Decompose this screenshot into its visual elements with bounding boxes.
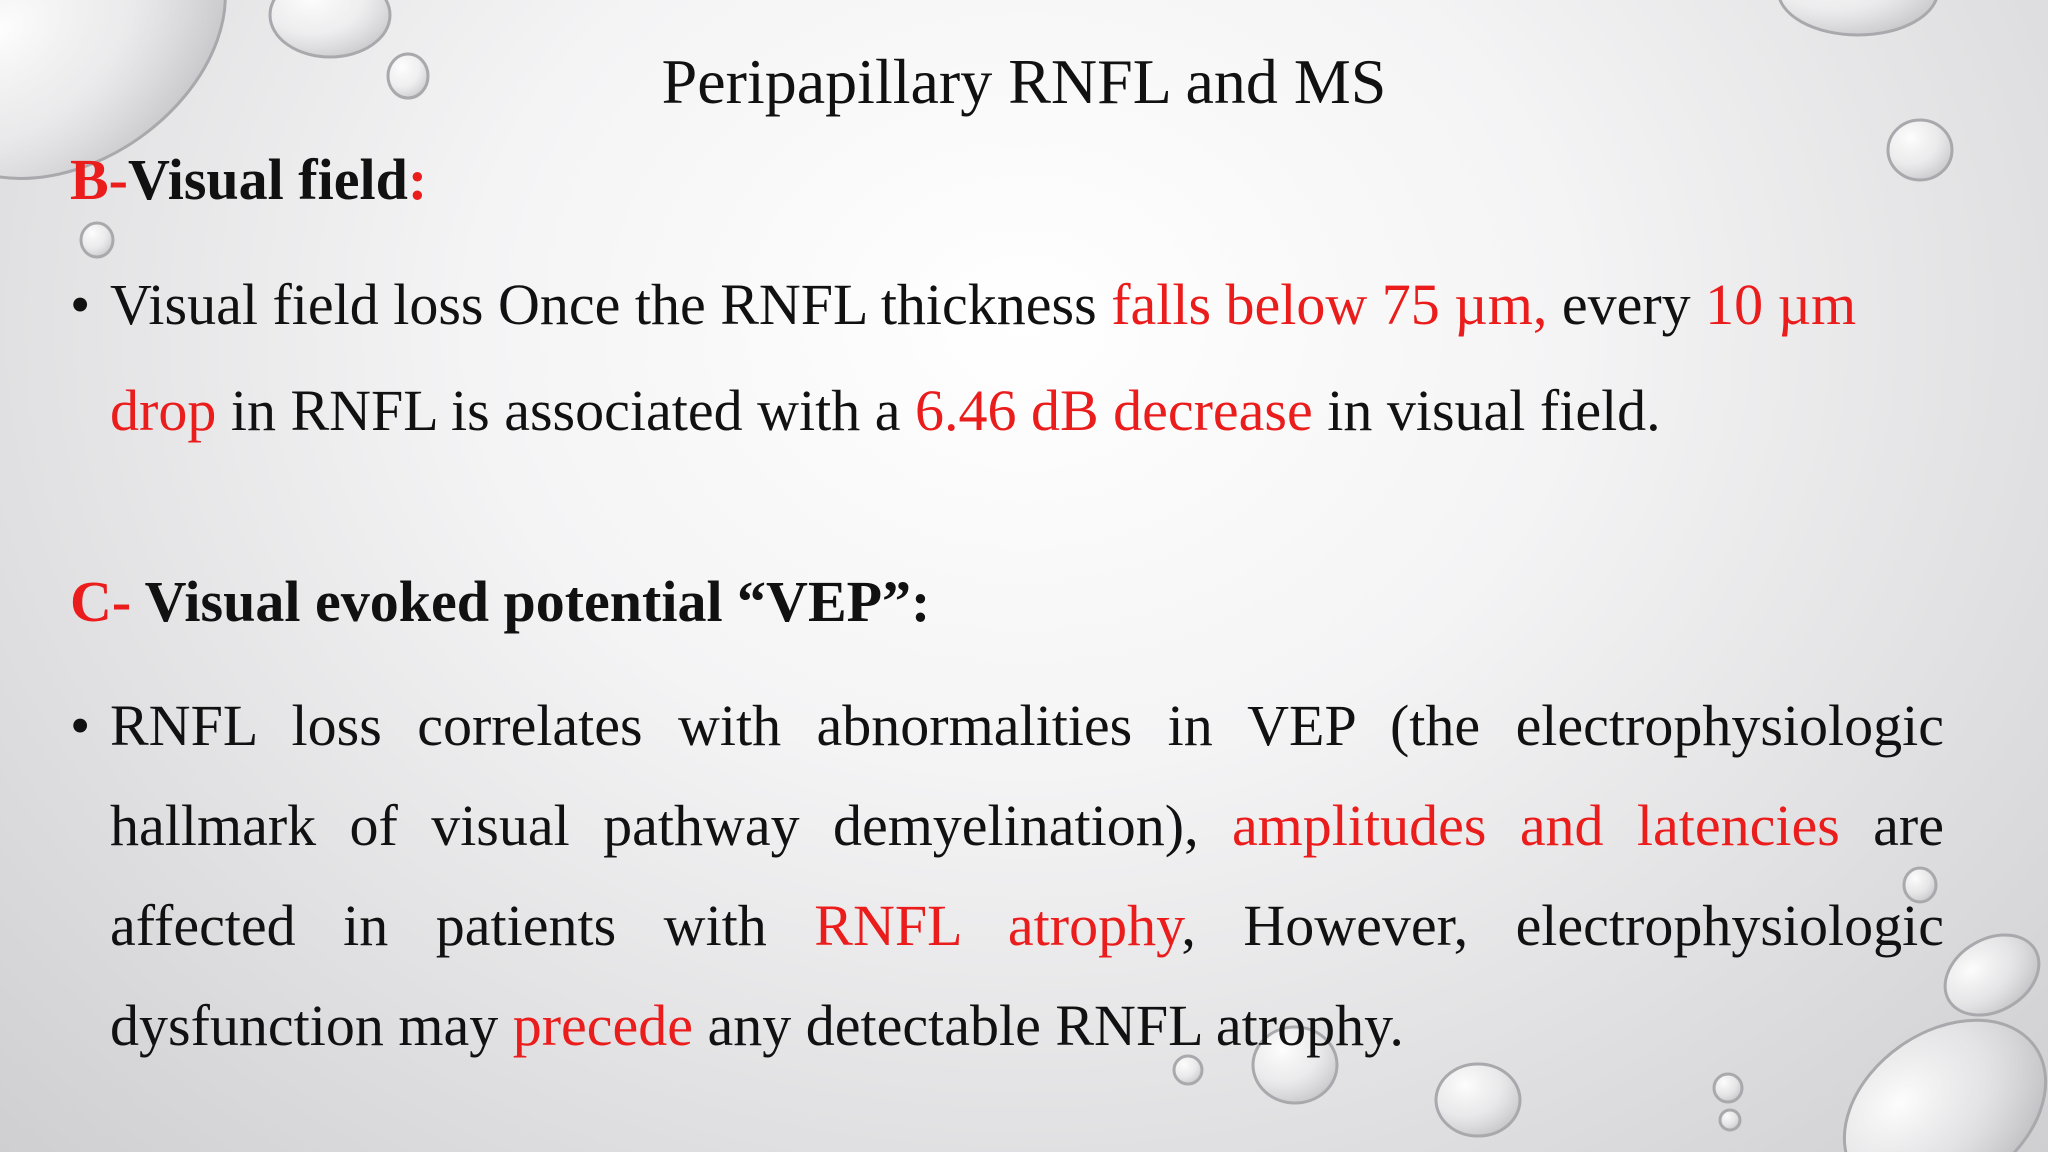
highlight-text: precede [512, 993, 694, 1058]
highlight-text: amplitudes and latencies [1231, 793, 1840, 858]
section-b-bullet [70, 252, 1944, 464]
bullet-icon: • [70, 693, 91, 758]
droplet [1714, 1074, 1742, 1102]
bullet-icon: • [70, 272, 91, 337]
bullet-text: Visual field loss Once the RNFL thickness [110, 272, 1112, 337]
droplet [1931, 919, 2048, 1031]
section-b-heading [70, 140, 427, 220]
bullet-text: in visual field. [1312, 378, 1661, 443]
section-b-prefix: B- [70, 147, 128, 212]
slide-title: Peripapillary RNFL and MS [661, 46, 1387, 117]
bullet-text: every [1547, 272, 1706, 337]
section-c-bullet [70, 676, 1944, 1076]
bullet-text: are affected in patients with [110, 793, 1944, 958]
highlight-text: RNFL atrophy [814, 893, 1182, 958]
droplet [1888, 120, 1952, 180]
highlight-text: 6.46 dB decrease [914, 378, 1313, 443]
bullet-text: in RNFL is associated with a [216, 378, 915, 443]
section-b-label: Visual field [128, 147, 408, 212]
highlight-text: falls below 75 µm, [1111, 272, 1548, 337]
bullet-text: RNFL loss correlates with abnormalities in VEP (the electrophysiologic hallmark of visual pathway demyelination), [110, 693, 1944, 858]
section-c-prefix: C- [70, 569, 132, 634]
section-c-label: Visual evoked potential “VEP”: [131, 569, 931, 634]
section-b-suffix: : [407, 147, 428, 212]
bullet-text: any detectable RNFL atrophy. [693, 993, 1404, 1058]
highlight-text: 10 µm drop [110, 272, 1857, 443]
bullet-text: , However, electrophysiologic dysfunction may [110, 893, 1944, 1058]
droplet [1720, 1110, 1740, 1130]
section-c-heading [70, 562, 930, 642]
droplet [1778, 0, 1938, 35]
